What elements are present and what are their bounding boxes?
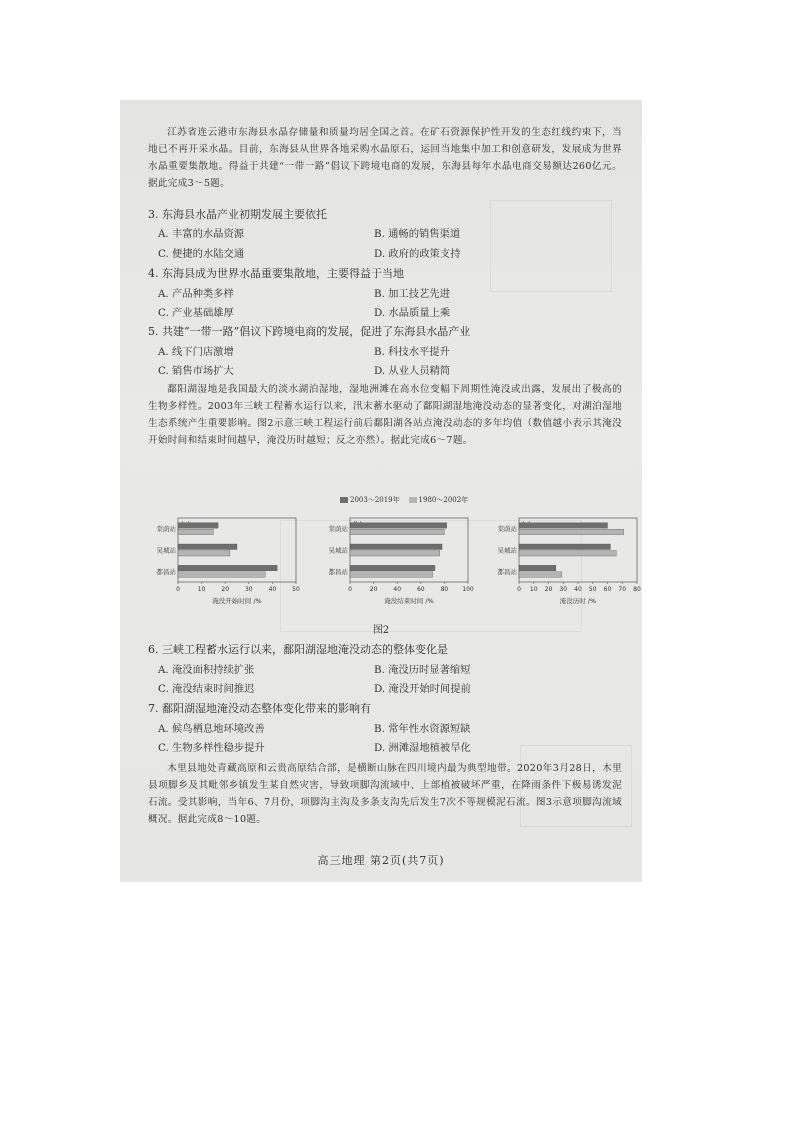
p0-bar-2-s0 xyxy=(178,565,277,571)
p1-tick-label-0: 0 xyxy=(348,586,352,593)
p1-bar-0-s0 xyxy=(350,523,447,529)
p1-bar-2-s0 xyxy=(350,565,435,571)
q5-option-b: B. 科技水平提升 xyxy=(374,346,450,358)
question-3: 3. 东海县水晶产业初期发展主要依托 xyxy=(148,208,327,221)
chart-panel-a xyxy=(144,510,314,610)
legend-label-2003-2019: 2003～2019年 xyxy=(350,496,400,504)
p2-category-label-1: 吴城站 xyxy=(497,546,517,555)
q6-option-a: A. 淹没面积持续扩张 xyxy=(158,664,255,676)
scanned-page xyxy=(120,100,642,882)
chart-legend xyxy=(340,495,468,505)
p1-category-label-2: 都昌站 xyxy=(328,567,348,576)
p1-tick-label-2: 40 xyxy=(393,586,402,593)
q6-option-d: D. 淹没开始时间提前 xyxy=(374,683,471,695)
p2-tick-label-6: 60 xyxy=(603,586,612,593)
p2-tick-label-0: 0 xyxy=(517,586,521,593)
p1-tick-label-1: 20 xyxy=(369,586,378,593)
p0-bar-0-s0 xyxy=(178,523,218,529)
q7-option-a: A. 候鸟栖息地环境改善 xyxy=(158,723,265,735)
q4-option-a: A. 产品种类多样 xyxy=(158,288,234,300)
p1-bar-2-s1 xyxy=(350,572,433,578)
p1-category-label-1: 吴城站 xyxy=(328,546,348,555)
q5-option-c: C. 销售市场扩大 xyxy=(158,365,234,377)
p2-tick-label-2: 20 xyxy=(544,586,553,593)
p0-bar-0-s1 xyxy=(178,529,213,535)
q6-option-c: C. 淹没结束时间推迟 xyxy=(158,683,255,695)
p0-bar-2-s1 xyxy=(178,572,265,578)
p1-bar-1-s1 xyxy=(350,551,440,557)
p1-tick-label-3: 60 xyxy=(416,586,425,593)
legend-swatch-2003-2019 xyxy=(340,497,348,503)
q5-option-a: A. 线下门店激增 xyxy=(158,346,234,358)
legend-swatch-1980-2002 xyxy=(409,497,417,503)
question-7: 7. 鄱阳湖湿地淹没动态整体变化带来的影响有 xyxy=(148,702,371,715)
p0-category-label-1: 吴城站 xyxy=(156,546,176,555)
p2-tick-label-5: 50 xyxy=(588,586,597,593)
p0-x-label: 淹没开始时间 /% xyxy=(212,597,262,605)
q7-option-b: B. 常年性水资源短缺 xyxy=(374,723,471,735)
p2-category-label-0: 棠荫站 xyxy=(497,525,517,534)
q6-option-b: B. 淹没历时显著缩短 xyxy=(374,664,471,676)
p1-bar-1-s0 xyxy=(350,544,442,550)
p2-x-label: 淹没历时 /% xyxy=(559,597,597,605)
passage-crystal: 江苏省连云港市东海县水晶存储量和质量均居全国之首。在矿石资源保护性开发的生态红线约束下，当地已不再开采水晶。目前，东海县从世界各地采购水晶原石，运回当地集中加工和创意研发，发展成为世界水晶重要集散地。得益于共建“一带一路”倡议下跨境电商的发展，东海县每年水晶电商交易额达260亿元。据此完成3～5题。 xyxy=(148,127,622,189)
bleed-through-shadow xyxy=(490,200,612,292)
q4-option-d: D. 水晶质量上乘 xyxy=(374,307,451,319)
q4-option-c: C. 产业基础雄厚 xyxy=(158,307,234,319)
p2-tick-label-3: 30 xyxy=(559,586,568,593)
chart-panel-c xyxy=(485,510,642,610)
p0-tick-label-2: 20 xyxy=(221,586,230,593)
question-5: 5. 共建“一带一路”倡议下跨境电商的发展，促进了东海县水晶产业 xyxy=(148,325,471,338)
question-4: 4. 东海县成为世界水晶重要集散地，主要得益于当地 xyxy=(148,267,404,280)
p2-bar-2-s1 xyxy=(519,572,562,578)
p0-tick-label-3: 30 xyxy=(244,586,253,593)
p1-bar-0-s1 xyxy=(350,529,444,535)
p0-tick-label-5: 50 xyxy=(292,586,300,593)
question-6: 6. 三峡工程蓄水运行以来，鄱阳湖湿地淹没动态的整体变化是 xyxy=(148,643,448,656)
q3-option-c: C. 便捷的水陆交通 xyxy=(158,248,245,260)
p2-bar-0-s1 xyxy=(519,529,624,535)
p0-tick-label-4: 40 xyxy=(268,586,277,593)
p0-category-label-0: 棠荫站 xyxy=(156,525,176,534)
p1-tick-label-5: 100 xyxy=(462,586,474,593)
q7-option-c: C. 生物多样性稳步提升 xyxy=(158,742,265,754)
p1-tick-label-4: 80 xyxy=(440,586,449,593)
chart-panel-b xyxy=(316,510,486,610)
p2-tick-label-7: 70 xyxy=(618,586,627,593)
page-footer: 高三地理 第2页(共7页) xyxy=(317,854,445,867)
q3-option-d: D. 政府的政策支持 xyxy=(374,248,461,260)
q4-option-b: B. 加工技艺先进 xyxy=(374,288,450,300)
q5-option-d: D. 从业人员精简 xyxy=(374,365,451,377)
p1-category-label-0: 棠荫站 xyxy=(328,525,348,534)
p2-tick-label-4: 40 xyxy=(574,586,582,593)
p0-tick-label-0: 0 xyxy=(176,586,180,593)
p0-category-label-2: 都昌站 xyxy=(156,567,176,576)
q3-option-b: B. 通畅的销售渠道 xyxy=(374,228,461,240)
passage-poyang: 鄱阳湖湿地是我国最大的淡水湖泊湿地，湿地洲滩在高水位变幅下周期性淹没或出露，发展出了极高的生物多样性。2003年三峡工程蓄水运行以来，汛末蓄水驱动了鄱阳湖湿地淹没动态的显著变化，对湖泊湿地生态系统产生重要影响。图2示意三峡工程运行前后鄱阳湖各站点淹没动态的多年均值（数值越小表示其淹没开始时间和结束时间越早，淹没历时越短；反之亦然）。据此完成6～7题。 xyxy=(148,384,622,446)
q3-option-a: A. 丰富的水晶资源 xyxy=(158,228,245,240)
p0-bar-1-s0 xyxy=(178,544,237,550)
p2-bar-0-s0 xyxy=(519,523,608,529)
q7-option-d: D. 洲滩湿地植被旱化 xyxy=(374,742,471,754)
p1-x-label: 淹没结束时间 /% xyxy=(384,597,434,605)
p0-tick-label-1: 10 xyxy=(197,586,206,593)
p2-tick-label-1: 10 xyxy=(529,586,538,593)
p2-bar-1-s1 xyxy=(519,551,616,557)
legend-label-1980-2002: 1980～2002年 xyxy=(418,496,469,504)
p0-bar-1-s1 xyxy=(178,551,230,557)
p2-bar-1-s0 xyxy=(519,544,610,550)
p2-category-label-2: 都昌站 xyxy=(497,567,517,576)
figure-title: 图2 xyxy=(372,625,390,636)
passage-muli: 木里县地处青藏高原和云贵高原结合部，是横断山脉在四川境内最为典型地带。2020年3月28日，木里县项脚乡及其毗邻乡镇发生某自然灾害，导致项脚沟流域中、上部植被破坏严重，在降雨条件下极易诱发泥石流。受其影响，当年6、7月份，项脚沟主沟及多条支沟先后发生7次不等规模泥石流。图3示意项脚沟流域概况。据此完成8～10题。 xyxy=(148,763,622,825)
p2-tick-label-8: 80 xyxy=(633,586,641,593)
p2-bar-2-s0 xyxy=(519,565,556,571)
